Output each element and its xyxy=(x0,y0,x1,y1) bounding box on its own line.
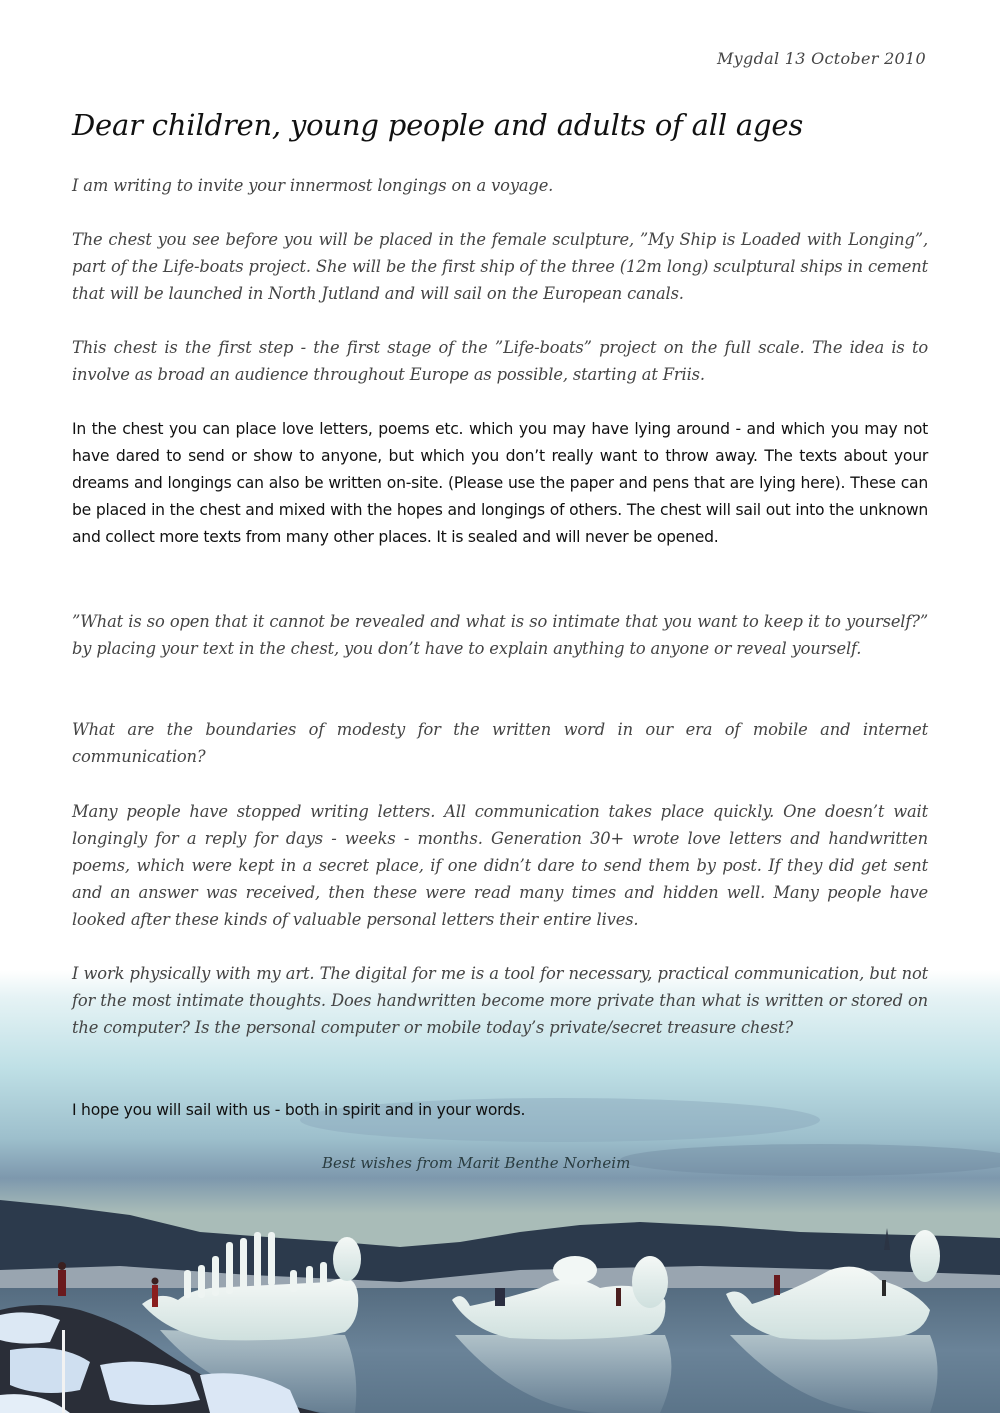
paragraph-instructions: In the chest you can place love letters, poems etc. which you may have lying around - and which you may not have dared to send or show to anyone, but which you don’t really want to throw away. The texts about your dreams and longings can also be written on-site. (Please use the paper and pens that are lying here). These can be placed in the chest and mixed with the hopes and longings of others. The chest will sail out into the unknown and collect more texts from many other places. It is sealed and will never be opened. xyxy=(72,420,928,546)
signature: Best wishes from Marit Benthe Norheim xyxy=(322,1154,631,1172)
date-line: Mygdal 13 October 2010 xyxy=(717,49,926,68)
paragraph-closing: I hope you will sail with us - both in spirit and in your words. xyxy=(72,1101,526,1119)
paragraph-question: ”What is so open that it cannot be revealed and what is so intimate that you want to keep it to yourself?” by placing your text in the chest, you don’t have to explain anything to anyone or reveal yourself. xyxy=(72,612,928,658)
paragraph-digital: I work physically with my art. The digital for me is a tool for necessary, practical communication, but not for the most intimate thoughts. Does handwritten become more private than what is written or stored on the computer? Is the personal computer or mobile today’s private/secret treasure chest? xyxy=(72,964,928,1037)
paragraph-first-step: This chest is the first step - the first stage of the ”Life-boats” project on the full scale. The idea is to involve as broad an audience throughout Europe as possible, starting at Friis. xyxy=(72,338,928,384)
letter-heading: Dear children, young people and adults of all ages xyxy=(72,108,804,142)
paragraph-intro: I am writing to invite your innermost longings on a voyage. xyxy=(72,176,554,195)
paragraph-boundaries: What are the boundaries of modesty for the written word in our era of mobile and internet communication? xyxy=(72,720,928,766)
paragraph-chest-sculpture: The chest you see before you will be placed in the female sculpture, ”My Ship is Loaded with Longing”, part of the Life-boats project. She will be the first ship of the three (12m long) sculptural ships in cement that will be launched in North Jutland and will sail on the European canals. xyxy=(72,230,928,303)
paragraph-letters: Many people have stopped writing letters. All communication takes place quickly. One doesn’t wait longingly for a reply for days - weeks - months. Generation 30+ wrote love letters and handwritten poems, which were kept in a secret place, if one didn’t dare to send them by post. If they did get sent and an answer was received, then these were read many times and hidden well. Many people have looked after these kinds of valuable personal letters their entire lives. xyxy=(72,802,928,929)
